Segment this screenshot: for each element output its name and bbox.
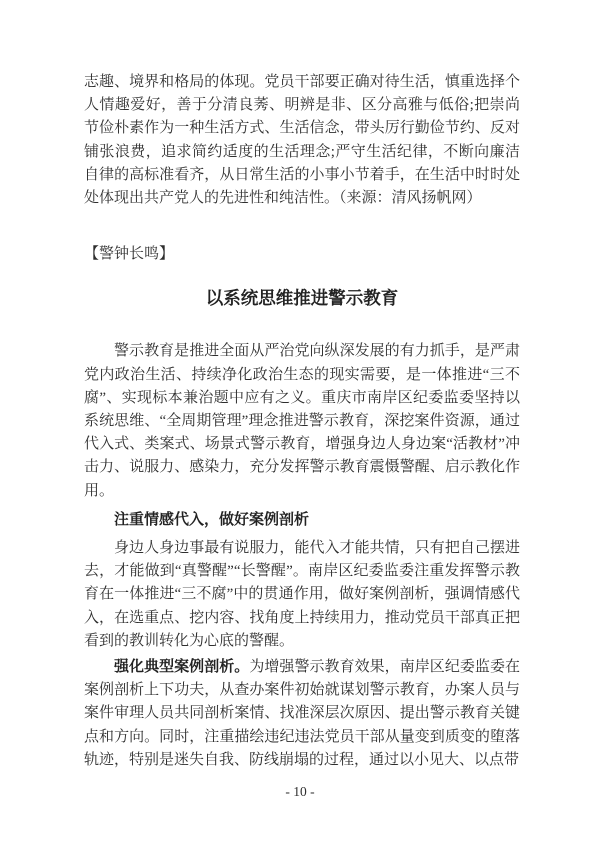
paragraph-life-discipline: 志趣、境界和格局的体现。党员干部要正确对待生活，慎重选择个人情趣爱好，善于分清良莠、明辨是非、区分高雅与低俗;把崇尚节俭朴素作为一种生活方式、生活信念，带头厉行勤俭节约、反对铺张浪费，追求简约适度的生活理念;严守生活纪律，不断向廉洁自律的高标准看齐，从日常生活的小事小节着手，在生活中时时处处体现出共产党人的先进性和纯洁性。（来源：清风扬帆网）	[84, 74, 520, 207]
paragraph-case-rest: 为增强警示教育效果，南岸区纪委监委在案例剖析上下功夫，从查办案件初始就谋划警示教育，办案人员与案件审理人员共同剖析案情、找准深层次原因、提出警示教育关键点和方向。同时，注重描绘违纪违法党员干部从量变到质变的堕落轨迹，特别是迷失自我、防线崩塌的过程，通过以小见大、以点带	[84, 659, 520, 768]
paragraph-case-analysis	[84, 656, 520, 772]
paragraph-intro: 警示教育是推进全面从严治党向纵深发展的有力抓手，是严肃党内政治生活、持续净化政治生态的现实需要，是一体推进“三不腐”、实现标本兼治题中应有之义。重庆市南岸区纪委监委坚持以系统思维、“全周期管理”理念推进警示教育，深挖案件资源，通过代入式、类案式、场景式警示教育，增强身边人身边案“活教材”冲击力、说服力、感染力，充分发挥警示教育震慑警醒、启示教化作用。	[84, 343, 520, 499]
page-number: - 10 -	[285, 784, 315, 799]
article-title: 以系统思维推进警示教育	[205, 288, 399, 309]
paragraph-empathy: 身边人身边事最有说服力，能代入才能共情，只有把自己摆进去，才能做到“真警醒”“长警醒”。南岸区纪委监委注重发挥警示教育在一体推进“三不腐”中的贯通作用，做好案例剖析，强调情感代入，在选重点、挖内容、找角度上持续用力，推动党员干部真正把看到的教训转化为心底的警醒。	[84, 540, 520, 649]
section-label-alarm-bell: 【警钟长鸣】	[84, 246, 175, 263]
paragraph-case-lead: 强化典型案例剖析。	[114, 659, 250, 676]
subhead-emotional-involvement: 注重情感代入，做好案例剖析	[114, 511, 310, 528]
